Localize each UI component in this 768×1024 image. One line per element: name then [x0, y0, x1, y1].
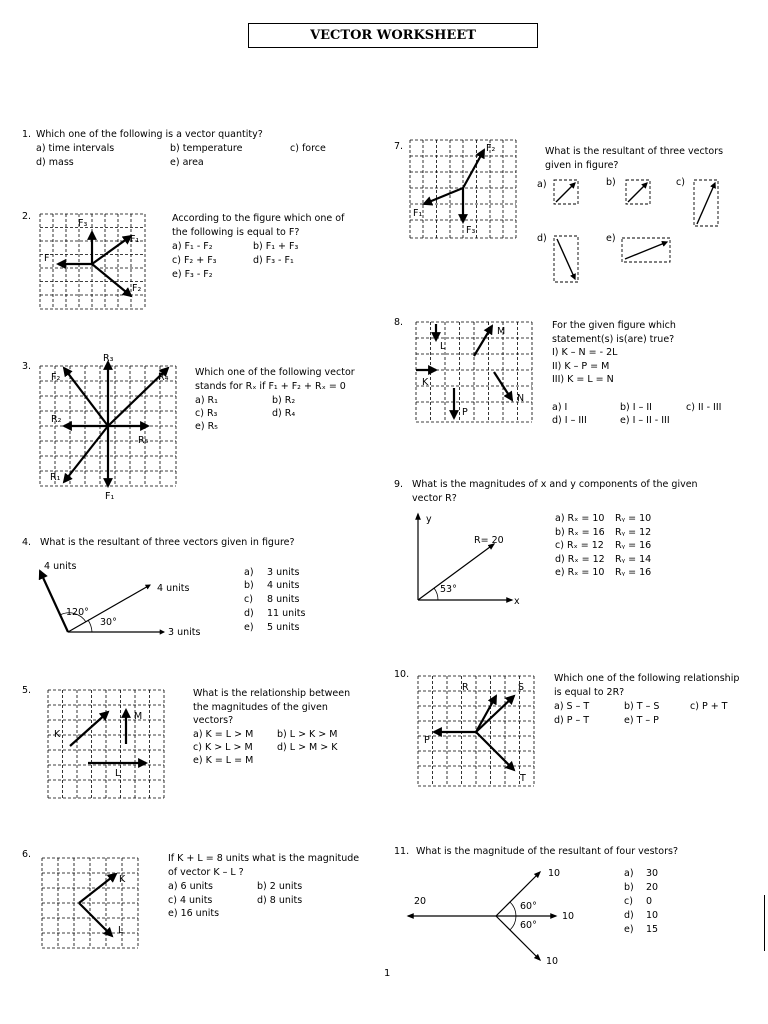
q8-statement-1: I) K – N = - 2L [552, 347, 618, 358]
q7-option-b-key: b) [606, 177, 616, 188]
q10-label-s: S [518, 682, 525, 693]
q8-option-a: a) I [552, 402, 568, 413]
q1-option-a: a) time intervals [36, 143, 115, 154]
q6-label-l: L [118, 925, 124, 936]
q6-figure [42, 858, 142, 950]
q6-option-a: a) 6 units [168, 881, 213, 892]
q2-option-b: b) F₁ + F₃ [253, 241, 299, 252]
q6-number: 6. [22, 849, 32, 860]
q9-option-d-ry: Rᵧ = 14 [615, 554, 652, 565]
q1-option-b: b) temperature [170, 143, 243, 154]
q1-option-c: c) force [290, 143, 326, 154]
q11-option-b-key: b) [624, 882, 634, 893]
q2-label-f2: F₂ [132, 283, 142, 294]
q9-number: 9. [394, 479, 404, 490]
q5-line2: the magnitudes of the given [193, 702, 328, 713]
q10-label-p: P [424, 735, 430, 746]
q1-option-d: d) mass [36, 157, 74, 168]
q3-label-f2: F₂ [51, 372, 61, 383]
q7-label-f3: F₃ [466, 225, 476, 236]
q11-arc-top [510, 902, 516, 916]
q11-option-d-key: d) [624, 910, 634, 921]
q2-option-d: d) F₃ - F₁ [253, 255, 294, 266]
q9-option-b-rx: b) Rₓ = 16 [555, 527, 605, 538]
q3-label-r4: R₄ [158, 372, 169, 383]
q7-option-a-key: a) [537, 179, 547, 190]
q8-line2: statement(s) is(are) true? [552, 334, 675, 345]
q2-option-a: a) F₁ - F₂ [172, 241, 213, 252]
q3-option-b: b) R₂ [272, 395, 296, 406]
q3-vector-f2 [64, 368, 108, 426]
q4-figure [30, 555, 230, 645]
q2-label-f: F [44, 253, 50, 264]
q7-option-a-figure [554, 180, 580, 206]
q3-option-c: c) R₃ [195, 408, 218, 419]
q7-option-e-key: e) [606, 233, 616, 244]
q7-label-f2: F₂ [486, 143, 496, 154]
q4-number: 4. [22, 537, 32, 548]
q11-option-e-value: 15 [646, 924, 659, 935]
q4-arc-30 [88, 620, 92, 632]
q4-label-v3: 3 units [168, 627, 201, 638]
q10-option-a: a) S – T [554, 701, 590, 712]
q3-label-r5: R₅ [138, 435, 149, 446]
q7-option-d-figure [554, 236, 580, 284]
q10-number: 10. [394, 669, 410, 680]
q9-line2: vector R? [412, 493, 457, 504]
q1-text: Which one of the following is a vector quantity? [36, 129, 263, 140]
q10-label-r: R [462, 682, 469, 693]
q2-label-f1: F₁ [130, 234, 140, 245]
q10-option-c: c) P + T [690, 701, 728, 712]
q10-line1: Which one of the following relationship [554, 673, 740, 684]
q11-text: What is the magnitude of the resultant of four vestors? [416, 846, 678, 857]
q4-option-e-key: e) [244, 622, 254, 633]
q4-label-v1: 4 units [44, 561, 77, 572]
q11-label-right: 10 [562, 911, 575, 922]
q11-option-b-value: 20 [646, 882, 659, 893]
q2-figure [40, 214, 146, 310]
q5-grid [48, 690, 164, 798]
q11-label-up: 10 [548, 868, 561, 879]
q11-option-c-key: c) [624, 896, 633, 907]
q7-number: 7. [394, 141, 404, 152]
q9-arc-53 [434, 588, 438, 600]
q11-label-left: 20 [414, 896, 427, 907]
q7-line1: What is the resultant of three vectors [545, 146, 724, 157]
q9-option-c-rx: c) Rₓ = 12 [555, 540, 604, 551]
q4-option-b-value: 4 units [267, 580, 300, 591]
q6-vector-l [79, 903, 112, 936]
q8-vector-m [474, 326, 492, 356]
q7-figure [410, 140, 520, 240]
q10-figure [418, 676, 538, 788]
q9-option-e-ry: Rᵧ = 16 [615, 567, 652, 578]
q3-number: 3. [22, 361, 32, 372]
q5-vector-k [70, 712, 108, 746]
q3-figure [40, 352, 190, 502]
q8-label-l: L [440, 341, 446, 352]
q4-option-d-key: d) [244, 608, 254, 619]
q2-number: 2. [22, 211, 32, 222]
q3-label-r1: R₁ [50, 472, 61, 483]
q6-option-b: b) 2 units [257, 881, 303, 892]
q9-option-a-rx: a) Rₓ = 10 [555, 513, 605, 524]
q4-option-a-key: a) [244, 567, 254, 578]
q10-option-b: b) T – S [624, 701, 660, 712]
q2-line2: the following is equal to F? [172, 227, 300, 238]
q11-option-e-key: e) [624, 924, 634, 935]
q9-option-a-ry: Rᵧ = 10 [615, 513, 652, 524]
q3-label-r2: R₂ [51, 414, 62, 425]
q6-label-k: K [119, 874, 126, 885]
q1-option-e: e) area [170, 157, 204, 168]
q5-option-c: c) K > L > M [193, 742, 253, 753]
q5-label-l: L [115, 768, 121, 779]
edge-mark [764, 895, 765, 951]
q9-option-d-rx: d) Rₓ = 12 [555, 554, 605, 565]
q11-label-down: 10 [546, 956, 559, 967]
q8-grid [416, 322, 532, 422]
q5-option-a: a) K = L > M [193, 729, 254, 740]
q3-option-e: e) R₅ [195, 421, 218, 432]
q2-option-e: e) F₃ - F₂ [172, 269, 213, 280]
q7-option-e-figure [622, 238, 672, 264]
q4-option-b-key: b) [244, 580, 254, 591]
q7-option-c-figure [694, 180, 720, 228]
q2-vector-f1 [92, 236, 131, 264]
q11-label-ang1: 60° [520, 901, 537, 912]
q8-label-n: N [517, 393, 525, 404]
q11-option-d-value: 10 [646, 910, 659, 921]
q5-number: 5. [22, 685, 32, 696]
q5-option-d: d) L > M > K [277, 742, 338, 753]
q11-label-ang2: 60° [520, 920, 537, 931]
q11-option-a-key: a) [624, 868, 634, 879]
q2-line1: According to the figure which one of [172, 213, 345, 224]
q4-option-c-key: c) [244, 594, 253, 605]
q9-label-angle: 53° [440, 584, 457, 595]
q9-option-c-ry: Rᵧ = 16 [615, 540, 652, 551]
q7-line2: given in figure? [545, 160, 619, 171]
q8-label-k: K [422, 377, 429, 388]
q11-number: 11. [394, 846, 410, 857]
q9-line1: What is the magnitudes of x and y components of the given [412, 479, 698, 490]
page-number: 1 [384, 968, 391, 979]
q7-option-c-key: c) [676, 177, 685, 188]
q3-label-r3: R₃ [103, 353, 114, 364]
q10-line2: is equal to 2R? [554, 687, 625, 698]
q4-option-c-value: 8 units [267, 594, 300, 605]
q10-vector-r [476, 696, 496, 732]
q4-option-d-value: 11 units [267, 608, 306, 619]
q5-figure [48, 690, 168, 800]
q3-label-f1: F₁ [105, 491, 115, 502]
q6-line2: of vector K – L ? [168, 867, 244, 878]
q6-line1: If K + L = 8 units what is the magnitude [168, 853, 360, 864]
q7-option-d-key: d) [537, 233, 547, 244]
worksheet-title: VECTOR WORKSHEET [248, 23, 538, 48]
q9-figure [410, 510, 540, 610]
q7-label-f1: F₁ [413, 208, 423, 219]
q5-label-k: K [54, 729, 61, 740]
q5-line1: What is the relationship between [193, 688, 351, 699]
q4-option-a-value: 3 units [267, 567, 300, 578]
q9-option-b-ry: Rᵧ = 12 [615, 527, 652, 538]
q4-label-ang1: 120° [66, 607, 89, 618]
q11-arc-bottom [510, 916, 516, 930]
q10-option-d: d) P – T [554, 715, 590, 726]
q3-line2: stands for Rₓ if F₁ + F₂ + Rₓ = 0 [195, 381, 346, 392]
q9-label-r: R= 20 [474, 535, 504, 546]
q9-option-e-rx: e) Rₓ = 10 [555, 567, 605, 578]
q8-label-m: M [497, 326, 506, 337]
q4-option-e-value: 5 units [267, 622, 300, 633]
q8-label-p: P [462, 407, 468, 418]
q5-option-e: e) K = L = M [193, 755, 254, 766]
q11-option-a-value: 30 [646, 868, 659, 879]
q4-label-ang2: 30° [100, 617, 117, 628]
q8-figure [416, 322, 536, 426]
q2-vector-f2 [92, 264, 131, 296]
q6-option-e: e) 16 units [168, 908, 220, 919]
q5-option-b: b) L > K > M [277, 729, 338, 740]
q8-option-b: b) I – II [620, 402, 652, 413]
q5-line3: vectors? [193, 715, 234, 726]
q6-option-c: c) 4 units [168, 895, 213, 906]
q8-line1: For the given figure which [552, 320, 676, 331]
q8-option-d: d) I – III [552, 415, 587, 426]
q7-option-b-figure [626, 180, 652, 206]
q8-statement-3: III) K = L = N [552, 374, 614, 385]
q3-option-d: d) R₄ [272, 408, 296, 419]
q6-vector-k [79, 874, 116, 903]
q8-option-e: e) I – II - III [620, 415, 670, 426]
q10-option-e: e) T – P [624, 715, 659, 726]
q10-vector-s [476, 696, 514, 732]
q2-option-c: c) F₂ + F₃ [172, 255, 217, 266]
q10-label-t: T [520, 773, 526, 784]
q6-grid [42, 858, 138, 948]
q9-label-x: x [514, 596, 520, 607]
q8-option-c: c) II - III [686, 402, 722, 413]
q6-option-d: d) 8 units [257, 895, 303, 906]
q9-label-y: y [426, 514, 432, 525]
q2-label-f3: F₃ [78, 218, 88, 229]
q3-option-a: a) R₁ [195, 395, 218, 406]
q5-label-m: M [134, 711, 143, 722]
q4-vector-4units-a [40, 571, 68, 632]
q3-vector-r1 [64, 426, 108, 482]
q3-line1: Which one of the following vector [195, 367, 355, 378]
q11-option-c-value: 0 [646, 896, 653, 907]
q8-statement-2: II) K – P = M [552, 361, 610, 372]
q1-number: 1. [22, 129, 32, 140]
q4-label-v2: 4 units [157, 583, 190, 594]
q7-vector-f1 [424, 188, 463, 204]
q8-number: 8. [394, 317, 404, 328]
q4-text: What is the resultant of three vectors given in figure? [40, 537, 295, 548]
q11-figure [400, 862, 600, 972]
